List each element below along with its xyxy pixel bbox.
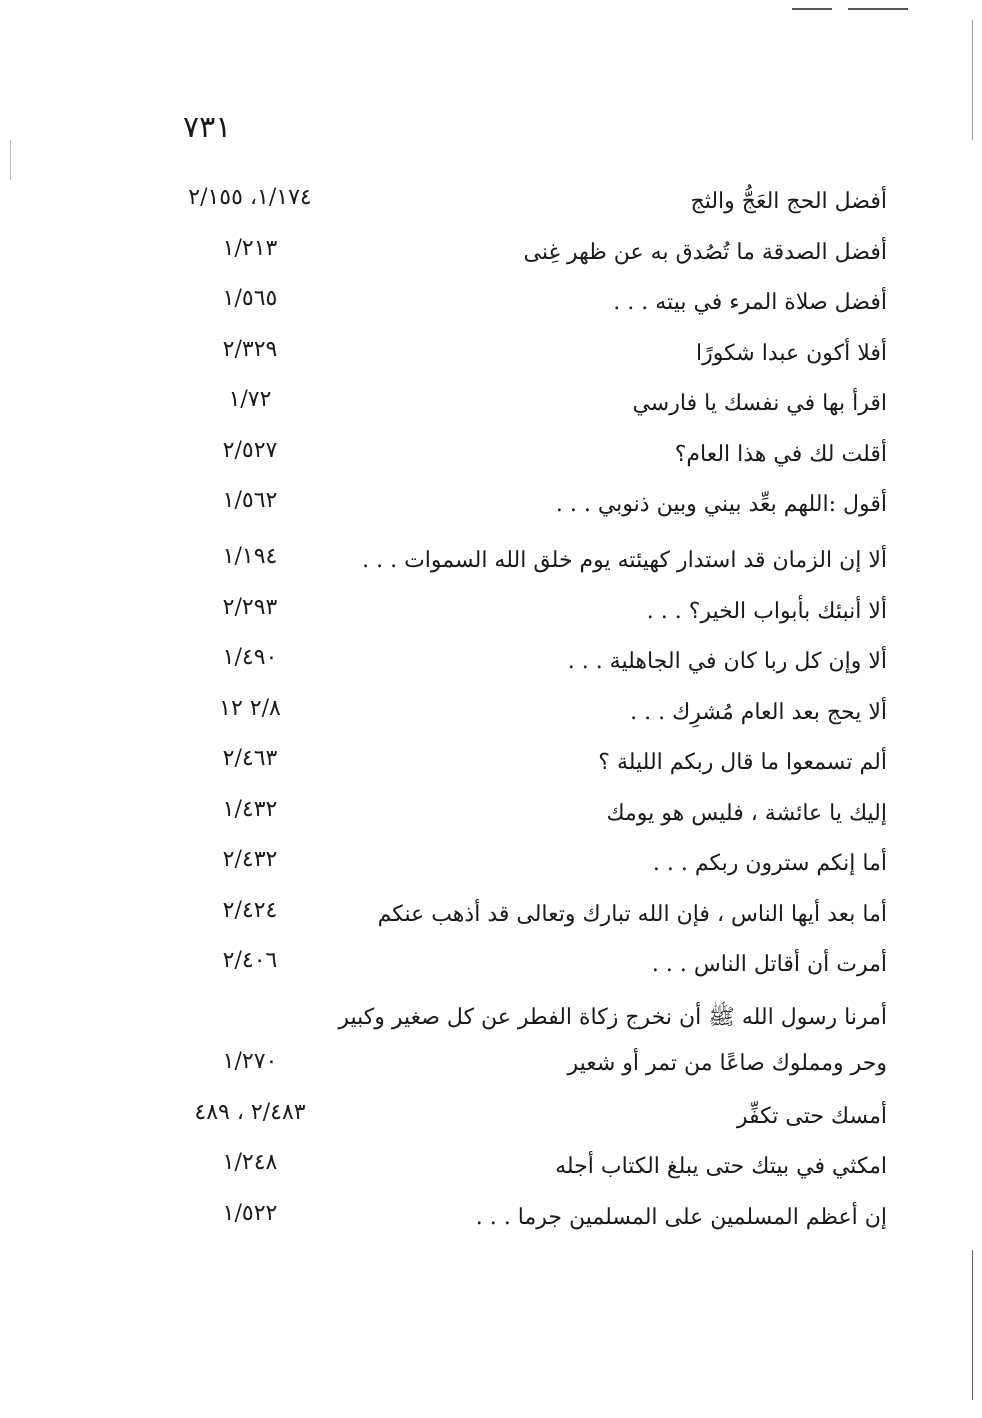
hadith-text: أما إنكم سترون ربكم . . .	[652, 851, 887, 876]
hadith-text: إليك يا عائشة ، فليس هو يومك	[606, 800, 887, 826]
index-entry	[150, 284, 895, 335]
hadith-text: أفضل الحج العَجُّ والثج	[690, 189, 887, 214]
page-number: ٧٣١	[183, 110, 232, 145]
page-reference: ١/٢٧٠	[222, 1049, 278, 1074]
hadith-text: ألم تسمعوا ما قال ربكم الليلة ؟	[598, 750, 887, 775]
page-reference: ١/٤٣٢	[222, 796, 278, 822]
index-entry	[150, 335, 895, 386]
index-entry	[150, 542, 895, 593]
page-reference: ١/٢٤٨	[222, 1150, 278, 1175]
page-reference: ١/٧٢	[228, 387, 272, 412]
margin-line	[972, 20, 973, 140]
hadith-text: أقلت لك في هذا العام؟	[674, 441, 887, 467]
hadith-text: أقول :اللهم بعِّد بيني وبين ذنوبي . . .	[555, 492, 887, 517]
index-entry	[150, 997, 895, 1048]
index-entry	[150, 643, 895, 694]
header-rule	[848, 8, 908, 10]
hadith-text: أمرنا رسول الله ﷺ أن نخرج زكاة الفطر عن كل صغير وكبير	[338, 1004, 887, 1030]
hadith-text: أمسك حتى تكفِّر	[736, 1103, 887, 1129]
page-reference: ٢/٤٦٣	[222, 746, 278, 771]
margin-line	[972, 1250, 973, 1400]
index-entry	[150, 436, 895, 487]
hadith-text: أفلا أكون عبدا شكورًا	[696, 340, 887, 366]
index-entry	[150, 896, 895, 947]
margin-mark	[10, 140, 11, 180]
index-entry	[150, 795, 895, 846]
index-entry	[150, 1199, 895, 1250]
hadith-text: ألا يحج بعد العام مُشرِك . . .	[630, 699, 887, 725]
page-reference: ١/٢١٣	[222, 235, 278, 261]
index-entry	[150, 694, 895, 745]
page-reference: ٢/٥٢٧	[222, 437, 278, 463]
header-rule	[792, 8, 832, 10]
page-reference: ٢/٤٢٤	[222, 897, 278, 923]
page-reference: ١/١٧٤، ٢/١٥٥	[188, 185, 312, 210]
index-entry	[150, 946, 895, 997]
page-reference: ٢/٤٣٢	[222, 847, 278, 872]
page-reference: ٢/٨ ١٢	[219, 695, 281, 721]
page-reference: ١/٥٦٢	[222, 488, 278, 513]
index-entry	[150, 486, 895, 542]
index-entry	[150, 234, 895, 285]
hadith-text: أفضل الصدقة ما تُصُدق به عن ظهر غِنى	[523, 239, 887, 265]
page-reference: ٢/٤٨٣ ، ٤٨٩	[194, 1099, 306, 1125]
page-reference: ١/٤٩٠	[222, 645, 278, 670]
index-entry	[150, 593, 895, 644]
index-entry	[150, 1098, 895, 1149]
page-reference: ١/٥٢٢	[222, 1200, 278, 1226]
hadith-text: ألا إن الزمان قد استدار كهيئته يوم خلق الله السموات . . .	[362, 548, 887, 573]
hadith-text: ألا وإن كل ربا كان في الجاهلية . . .	[567, 649, 887, 674]
hadith-text: وحر ومملوك صاعًا من تمر أو شعير	[567, 1051, 887, 1076]
hadith-text: اقرأ بها في نفسك يا فارسي	[632, 391, 887, 416]
hadith-text: ألا أنبئك بأبواب الخير؟ . . .	[646, 598, 887, 624]
page-reference: ٢/٤٠٦	[222, 948, 278, 973]
index-entry	[150, 744, 895, 795]
hadith-index-list	[150, 183, 895, 1249]
page-reference: ١/١٩٤	[222, 544, 278, 569]
index-entry	[150, 183, 895, 234]
index-entry	[150, 1148, 895, 1199]
index-entry	[150, 845, 895, 896]
page-reference: ٢/٢٩٣	[222, 594, 278, 620]
index-entry	[150, 385, 895, 436]
index-entry	[150, 1047, 895, 1098]
hadith-text: أفضل صلاة المرء في بيته . . .	[613, 290, 887, 315]
hadith-text: إن أعظم المسلمين على المسلمين جرما . . .	[475, 1204, 887, 1230]
page-reference: ٢/٣٢٩	[222, 336, 278, 362]
page-reference: ١/٥٦٥	[222, 286, 278, 311]
hadith-text: أمرت أن أقاتل الناس . . .	[651, 952, 887, 977]
hadith-text: امكثي في بيتك حتى يبلغ الكتاب أجله	[555, 1154, 887, 1179]
hadith-text: أما بعد أيها الناس ، فإن الله تبارك وتعالى قد أذهب عنكم	[377, 901, 887, 927]
